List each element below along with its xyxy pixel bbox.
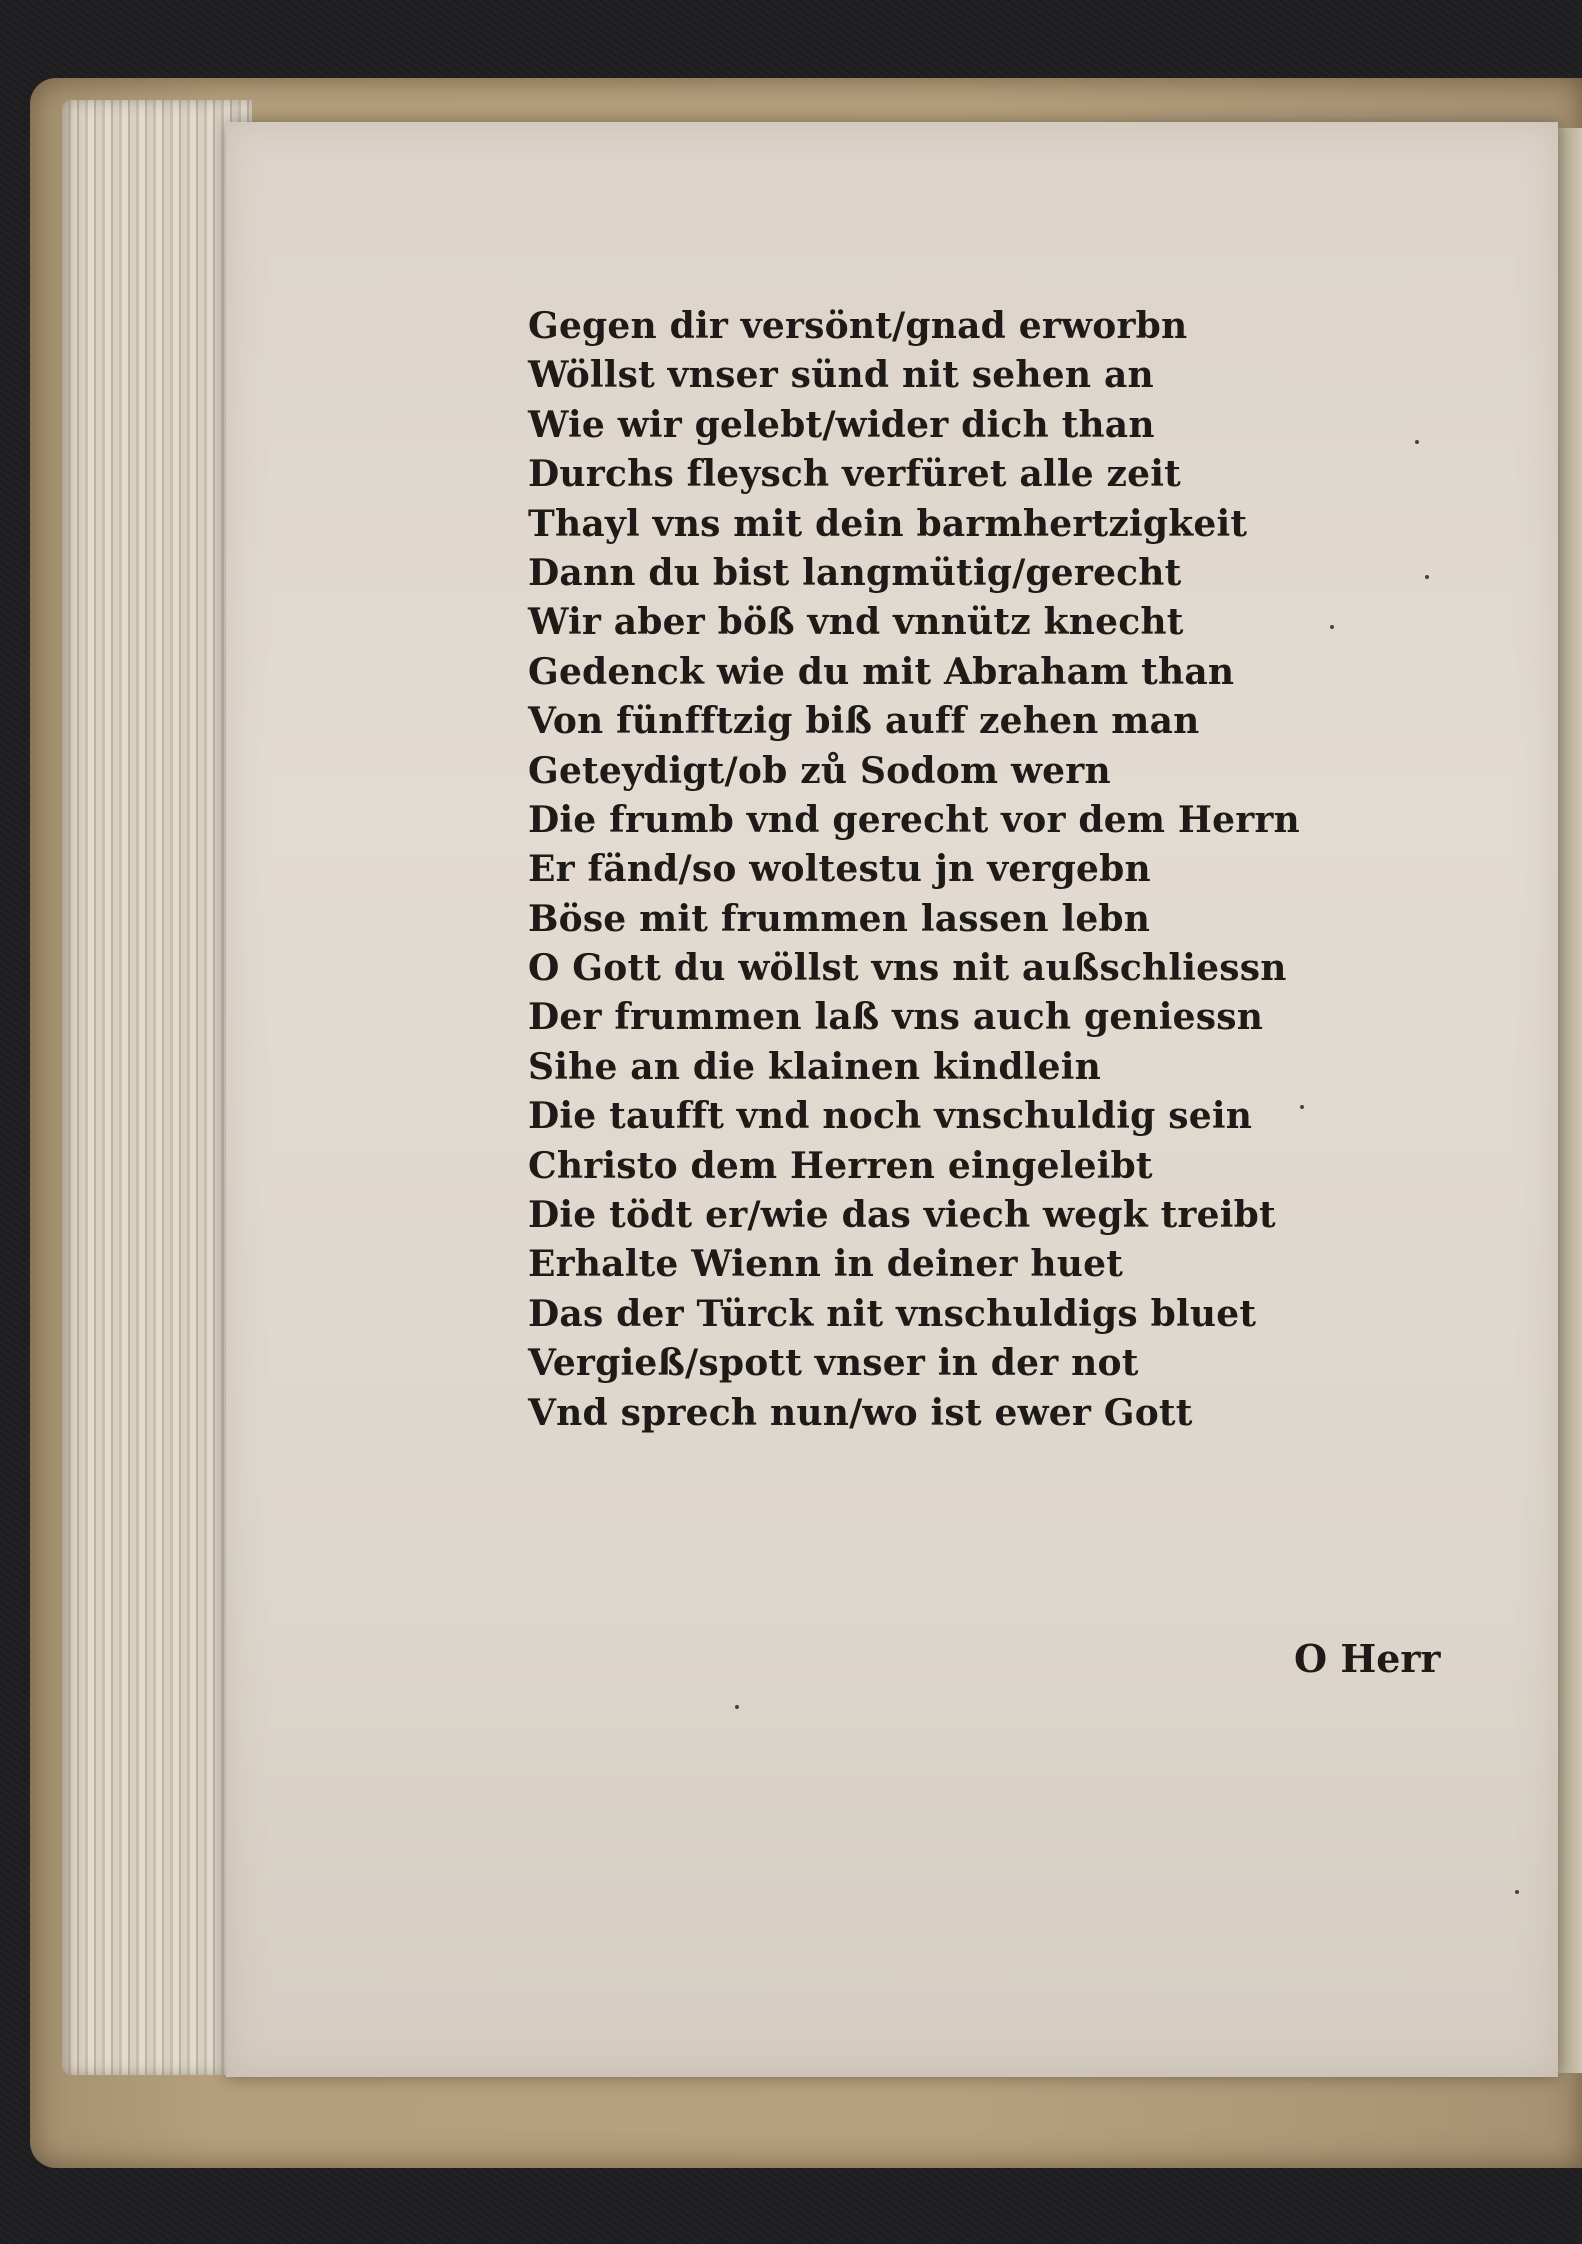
verse-line: Gegen dir versönt/gnad erworbn: [528, 305, 1188, 347]
verse-line: Böse mit frummen lassen lebn: [528, 897, 1151, 940]
verse-line: Das der Türck nit vnschuldigs bluet: [528, 1292, 1257, 1335]
verse-line: Er fänd/so woltestu jn vergebn: [528, 848, 1151, 891]
verse-line: Die tödt er/wie das viech wegk treibt: [528, 1194, 1276, 1237]
verse-line: Geteydigt/ob zů Sodom wern: [528, 749, 1111, 792]
verse-line: Dann du bist langmütig/gerecht: [528, 551, 1182, 594]
verse-line: Die frumb vnd gerecht vor dem Herrn: [528, 798, 1300, 841]
ink-speck: [735, 1705, 739, 1709]
page-edges: [62, 100, 252, 2075]
verse-line: Vergieß/spott vnser in der not: [528, 1342, 1139, 1385]
verse-line: Wöllst vnser sünd nit sehen an: [528, 354, 1154, 397]
verse-line: Gedenck wie du mit Abraham than: [528, 650, 1235, 693]
verse-line: Der frummen laß vns auch geniessn: [528, 996, 1264, 1039]
verse-line: O Gott du wöllst vns nit außschliessn: [528, 947, 1287, 990]
verse-line: Sihe an die klainen kindlein: [528, 1045, 1102, 1088]
verse-line: Thayl vns mit dein barmhertzigkeit: [528, 502, 1248, 545]
verse-block: [528, 302, 1388, 1438]
verse-line: Die taufft vnd noch vnschuldig sein: [528, 1095, 1253, 1138]
verse-line: Wie wir gelebt/wider dich than: [528, 403, 1155, 446]
ink-speck: [1515, 1890, 1519, 1894]
verse-line: Christo dem Herren eingeleibt: [528, 1144, 1153, 1187]
ink-speck: [1415, 440, 1419, 444]
verse-line: Durchs fleysch verfüret alle zeit: [528, 453, 1181, 496]
ink-speck: [1425, 575, 1429, 579]
facing-page-edge: [1556, 128, 1582, 2073]
verse-line: Erhalte Wienn in deiner huet: [528, 1243, 1124, 1286]
verse-line: Wir aber böß vnd vnnütz knecht: [528, 601, 1184, 644]
verse-line: Von fünfftzig biß auff zehen man: [528, 700, 1200, 743]
verse-line: Vnd sprech nun/wo ist ewer Gott: [528, 1391, 1193, 1434]
catchword: O Herr: [1294, 1636, 1441, 1681]
